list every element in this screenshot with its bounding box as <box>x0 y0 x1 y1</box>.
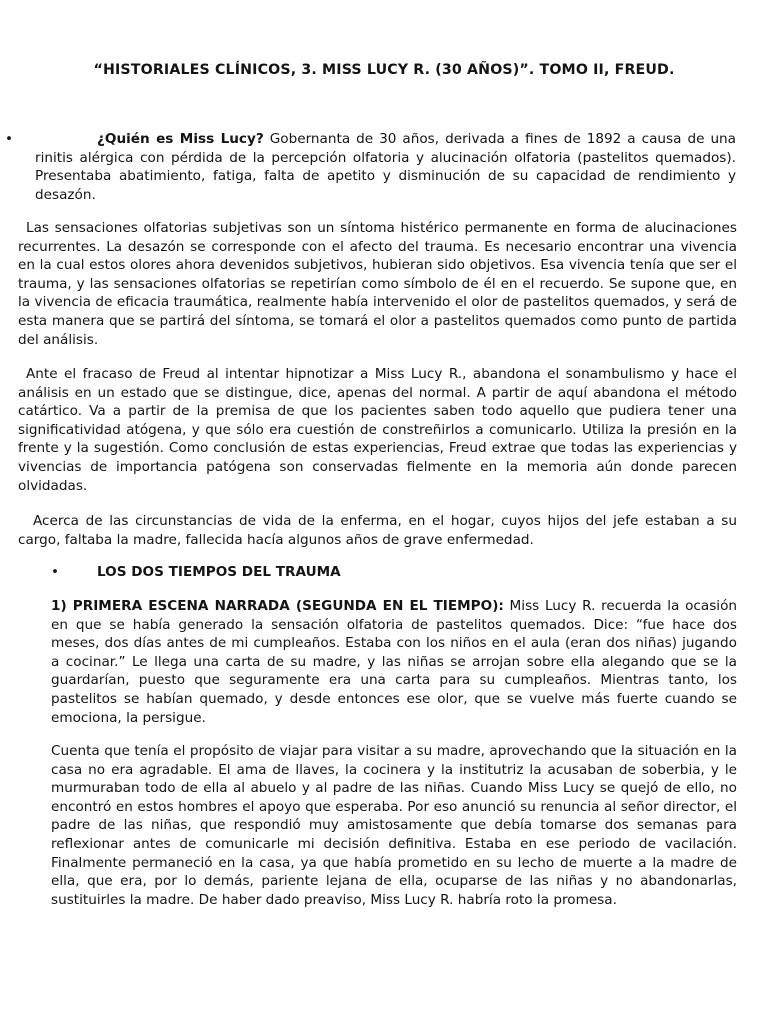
section-heading: LOS DOS TIEMPOS DEL TRAUMA <box>97 564 341 580</box>
scene-1-paragraph <box>51 597 737 727</box>
paragraph-olfactory-sensations: Las sensaciones olfatorias subjetivas son un síntoma histérico permanente en forma de alucinaciones recurrentes. La desazón se corresponde con el afecto del trauma. Es necesario encontrar una vivencia en la cual estos olores ahora devenidos subjetivos, hubieran sido objetivos. Esa vivencia tenía que ser el trauma, y las sensaciones olfatorias se repetirían como símbolo de él en el recuerdo. Se supone que, en la vivencia de eficacia traumática, realmente había intervenido el olor de pastelitos quemados, y será de esta manera que se partirá del síntoma, se tomará el olor a pastelitos quemados como punto de partida del análisis. <box>18 220 737 348</box>
paragraph-travel-purpose: Cuenta que tenía el propósito de viajar para visitar a su madre, aprovechando que la situación en la casa no era agradable. El ama de llaves, la cocinera y la institutriz la acusaban de soberbia, y le murmuraban todo de ella al abuelo y al padre de las niñas. Cuando Miss Lucy se quejó de ello, no encontró en estos hombres el apoyo que esperaba. Por eso anunció su renuncia al señor director, el padre de las niñas, que respondió muy amistosamente que debía tomarse dos semanas para reflexionar antes de comunicarle mi decisión definitiva. Estaba en ese periodo de vacilación. Finalmente permaneció en la casa, ya que había prometido en su lecho de muerte a la madre de ella, que era, por lo demás, pariente lejana de ella, ocuparse de las niñas y no abandonarlas, sustituirles la madre. De haber dado preaviso, Miss Lucy R. habría roto la promesa. <box>51 743 737 908</box>
intro-heading: ¿Quién es Miss Lucy? <box>97 131 264 147</box>
paragraph-hypnosis-failure: Ante el fracaso de Freud al intentar hipnotizar a Miss Lucy R., abandona el sonambulismo y hace el análisis en un estado que se distingue, dice, apenas del normal. A partir de aquí abandona el método catártico. Va a partir de la premisa de que los pacientes saben todo aquello que pudiera tener una significatividad atógena, y que sólo era cuestión de constreñirlos a comunicarlo. Utiliza la presión en la frente y la sugestión. Como conclusión de estas experiencias, Freud extrae que todas las experiencias y vivencias de importancia patógena son conservadas fielmente en la memoria aún donde parecen olvidadas. <box>18 366 737 494</box>
document-title: “HISTORIALES CLÍNICOS, 3. MISS LUCY R. (30 AÑOS)”. TOMO II, FREUD. <box>93 62 675 78</box>
bullet-icon: • <box>51 564 60 580</box>
paragraph-life-circumstances: Acerca de las circunstancias de vida de la enferma, en el hogar, cuyos hijos del jefe estaban a su cargo, faltaba la madre, fallecida hacía algunos años de grave enfermedad. <box>18 513 737 548</box>
bullet-icon: • <box>5 131 14 147</box>
scene-1-heading: 1) PRIMERA ESCENA NARRADA (SEGUNDA EN EL TIEMPO): <box>51 598 504 614</box>
intro-text: Gobernanta de 30 años, derivada a fines de 1892 a causa de una rinitis alérgica con pérdida de la percepción olfatoria y alucinación olfatoria (pastelitos quemados). Presentaba abatimiento, fatiga, falta de apetito y disminución de su capacidad de rendimiento y desazón. <box>35 131 736 203</box>
scene-1-text: Miss Lucy R. recuerda la ocasión en que se había generado la sensación olfatoria de pastelitos quemados. Dice: “fue hace dos meses, dos días antes de mi cumpleaños. Estaba con los niños en el aula (eran dos niñas) jugando a cocinar.” Le llega una carta de su madre, y las niñas se arrojan sobre ella alegando que se la guardarían, puesto que seguramente era una carta para su cumpleaños. Mientras tanto, los pastelitos se habían quemado, y desde entonces ese olor, que se vuelve más fuerte cuando se emociona, la persigue. <box>51 598 737 726</box>
intro-paragraph <box>35 130 736 204</box>
